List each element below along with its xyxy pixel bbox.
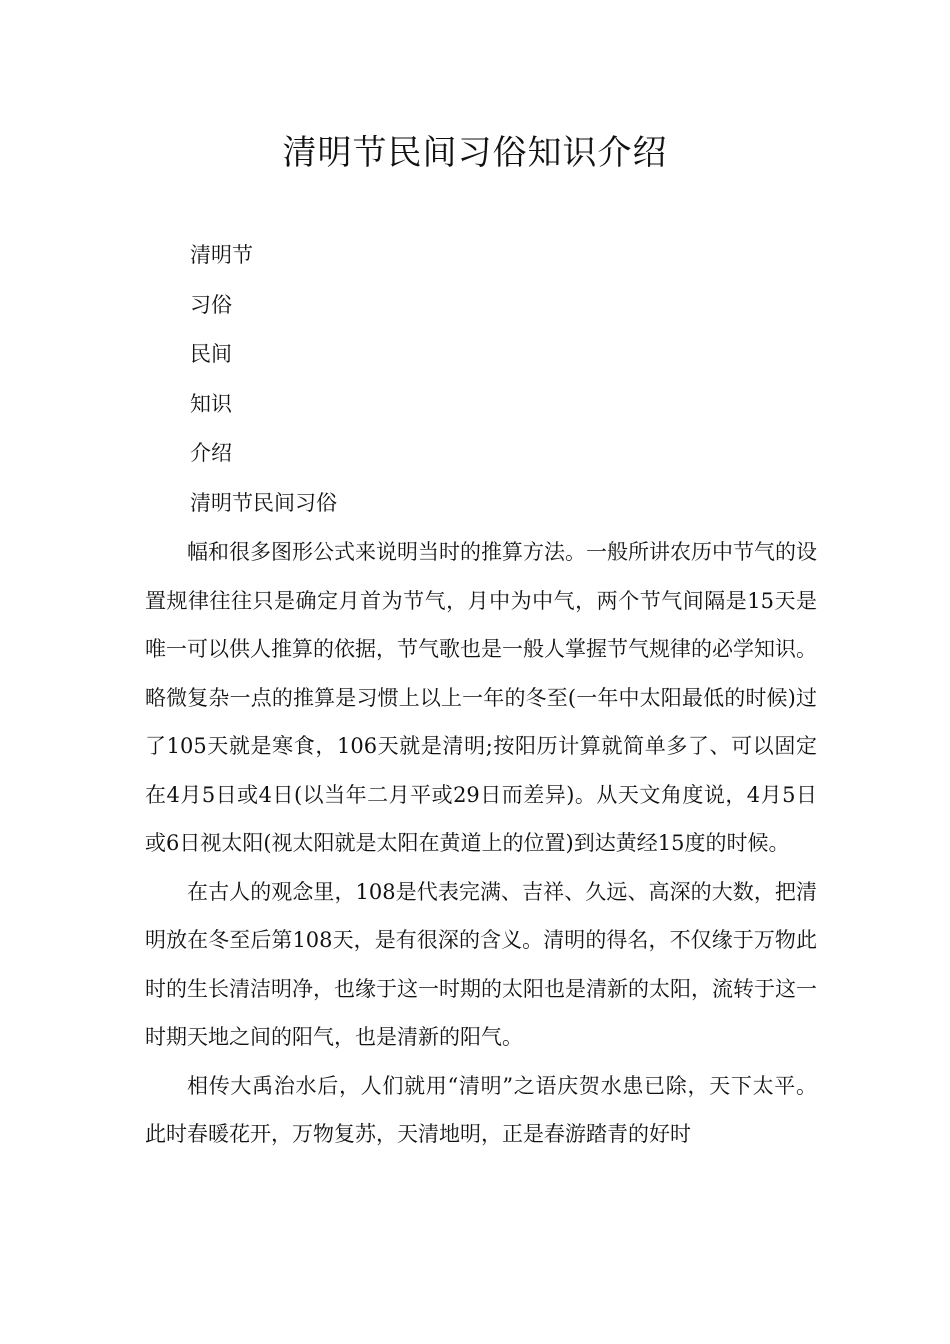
keyword-item: 清明节民间习俗 [190,490,337,515]
keyword-item: 习俗 [190,292,232,317]
keyword-item: 介绍 [190,441,232,466]
paragraph: 幅和很多图形公式来说明当时的推算方法。一般所讲农历中节气的设置规律往往只是确定月首为节气，月中为中气，两个节气间隔是15天是唯一可以供人推算的依据，节气歌也是一般人掌握节气规律的必学知识。略微复杂一点的推算是习惯上以上一年的冬至(一年中太阳最低的时候)过了105天就是寒食，106天就是清明;按阳历计算就简单多了、可以固定在4月5日或4日(以当年二月平或29日而差异)。从天文角度说，4月5日或6日视太阳(视太阳就是太阳在黄道上的位置)到达黄经15度的时候。 [145,540,817,855]
paragraph: 在古人的观念里，108是代表完满、吉祥、久远、高深的大数，把清明放在冬至后第108天，是有很深的含义。清明的得名，不仅缘于万物此时的生长清洁明净，也缘于这一时期的太阳也是清新的太阳，流转于这一时期天地之间的阳气，也是清新的阳气。 [145,879,817,1049]
keyword-item: 清明节 [190,243,253,267]
keyword-item: 民间 [190,342,232,367]
keyword-list [190,231,337,529]
keyword-item: 知识 [190,391,232,416]
body-text [145,528,817,1159]
paragraph: 相传大禹治水后，人们就用“清明”之语庆贺水患已除，天下太平。此时春暖花开，万物复苏，天清地明，正是春游踏青的好时 [145,1073,817,1146]
document-title: 清明节民间习俗知识介绍 [282,133,668,173]
